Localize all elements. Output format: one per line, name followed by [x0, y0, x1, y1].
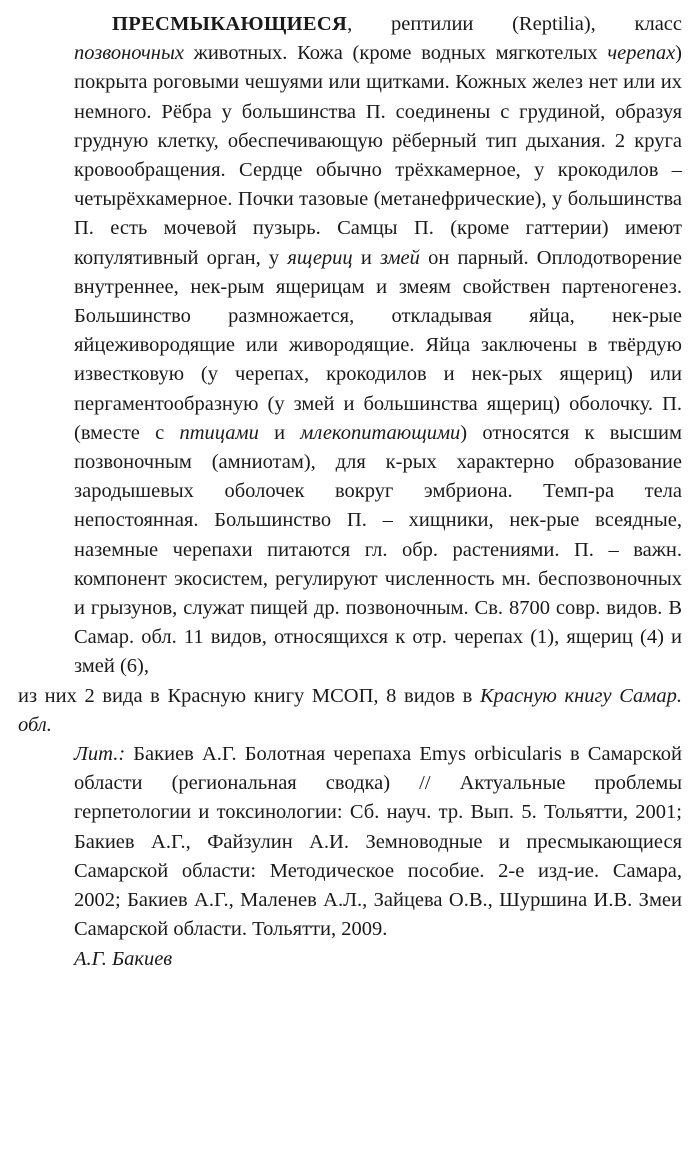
author-signature: А.Г. Бакиев	[74, 947, 173, 970]
headword: ПРЕСМЫКАЮЩИЕСЯ	[112, 13, 348, 35]
cross-reference-vertebrates: позвоночных	[74, 42, 184, 65]
cross-reference-turtles: черепах	[607, 42, 676, 65]
cross-reference-birds: птицами	[179, 421, 259, 444]
literature-text: Бакиев А.Г. Болотная черепаха Emys orbicularis в Самарской области (региональная сводка) // Актуальные проблемы герпетологии и токсинологии: Сб. науч. тр. Вып. 5. Тольятти, 2001; Бакиев А.Г., Файзулин А.И. Земноводные и пресмыкающиеся Самарской области: Методическое пособие. 2-е изд-ие. Самара, 2002; Бакиев А.Г., Маленев А.Л., Зайцева О.В., Шуршина И.В. Змеи Самарской области. Тольятти, 2009.	[74, 743, 682, 941]
cross-reference-snakes: змей	[379, 246, 420, 269]
article-text: животных. Кожа (кроме водных мягкотелых	[183, 42, 608, 65]
article-text: и	[352, 246, 380, 269]
article-text: , рептилии (Reptilia), класс	[347, 13, 682, 35]
article-text: ) относятся к высшим позвоночным (амниотам), для к-рых характерно образование зародышевых оболочек вокруг эмбриона. Темп-ра тела непостоянная. Большинство П. – хищники, нек-рые всеядные, наземные черепахи питаются гл. обр. растениями. П. – важн. компонент экосистем, регулируют численность мн. беспозвоночных и грызунов, служат пищей др. позвоночным. Св. 8700 совр. видов. В Самар. обл. 11 видов, относящихся к отр. черепах (1), ящериц (4) и змей (6),	[74, 421, 682, 678]
cross-reference-red-book: Красную книгу Самар. обл.	[18, 684, 682, 736]
article-tail	[18, 682, 682, 740]
literature-section	[74, 740, 682, 944]
literature-label: Лит.:	[74, 743, 126, 766]
article-body	[18, 10, 682, 740]
cross-reference-mammals: млекопитающими	[300, 421, 461, 444]
cross-reference-lizards: ящериц	[287, 246, 353, 269]
article-text: он парный. Оплодотворение внутреннее, нек-рым ящерицам и змеям свойствен партеногенез. Большинство размножается, откладывая яйца, нек-рые яйцеживородящие или живородящие. Яйца заключены в твёрдую известковую (у черепах, крокодилов и нек-рых ящериц) или пергаментообразную (у змей и большинства ящериц) оболочку. П. (вместе с	[74, 246, 682, 444]
article-text: из них 2 вида в Красную книгу МСОП, 8 видов в	[18, 684, 480, 707]
article-text: ) покрыта роговыми чешуями или щитками. Кожных желез нет или их немного. Рёбра у большинства П. соединены с грудиной, образуя грудную клетку, обеспечивающую рёберный тип дыхания. 2 круга кровообращения. Сердце обычно трёхкамерное, у крокодилов – четырёхкамерное. Почки тазовые (метанефрические), у большинства П. есть мочевой пузырь. Самцы П. (кроме гаттерии) имеют копулятивный орган, у	[74, 42, 682, 269]
article-text: и	[258, 421, 301, 444]
